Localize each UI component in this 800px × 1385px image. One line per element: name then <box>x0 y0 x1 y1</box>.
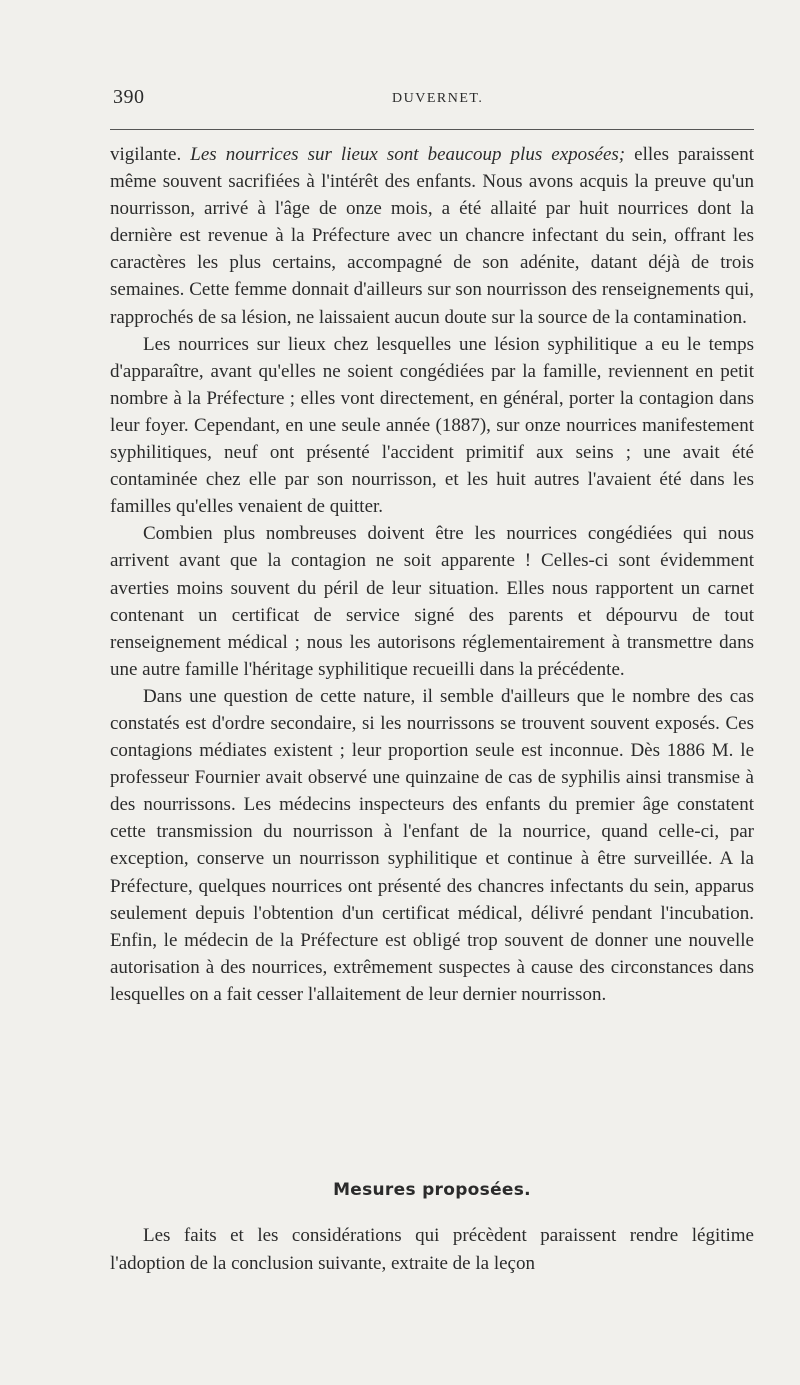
italic-phrase: Les nourrices sur lieux sont beaucoup plus exposées; <box>190 144 626 165</box>
paragraph: Les faits et les considérations qui précèdent paraissent rendre légitime l'adoption de la conclusion suivante, extraite de la leçon <box>110 1225 754 1274</box>
page-number: 390 <box>113 86 145 108</box>
section-text <box>110 1222 754 1277</box>
paragraph: Dans une question de cette nature, il semble d'ailleurs que le nombre des cas constatés est d'ordre secondaire, si les nourrissons se trouvent souvent exposés. Ces contagions médiates existent ; leur proportion seule est inconnue. Dès 1886 M. le professeur Fournier avait observé une quinzaine de cas de syphilis ainsi transmise à des nourrissons. Les médecins inspecteurs des enfants du premier âge constatent cette transmission du nourrisson à l'enfant de la nourrice, quand celle-ci, par exception, conserve un nourrisson syphilitique et continue à être surveillée. A la Préfecture, quelques nourrices ont présenté des chancres infectants du sein, apparus seulement depuis l'obtention d'un certificat médical, délivré pendant l'incubation. Enfin, le médecin de la Préfecture est obligé trop souvent de donner une nouvelle autorisation à des nourrices, extrêmement suspectes à cause des circonstances dans lesquelles on a fait cesser l'allaitement de leur dernier nourrisson. <box>110 685 754 1005</box>
running-head: DUVERNET. <box>392 91 484 106</box>
section-heading: Mesures proposées. <box>333 1180 531 1200</box>
paragraph: Combien plus nombreuses doivent être les nourrices congédiées qui nous arrivent avant que la contagion ne soit apparente ! Celles-ci sont évidemment averties moins souvent du péril de leur situation. Elles nous rapportent un carnet contenant un certificat de service signé des parents et dépourvu de tout renseignement médical ; nous les autorisons réglementairement à transmettre dans une autre famille l'héritage syphilitique recueilli dans la précédente. <box>110 523 754 680</box>
paragraph-start: vigilante. <box>110 144 182 165</box>
page-header <box>110 86 754 116</box>
paragraph <box>110 141 754 331</box>
header-rule <box>110 129 754 130</box>
main-text <box>110 141 754 1008</box>
paragraph-rest: elles paraissent même souvent sacrifiées à l'intérêt des enfants. Nous avons acquis la preuve qu'un nourrisson, arrivé à l'âge de onze mois, a été allaité par huit nourrices dont la dernière est revenue à la Préfecture avec un chancre infectant du sein, offrant les caractères les plus certains, accompagné de son adénite, datant déjà de trois semaines. Cette femme donnait d'ailleurs sur son nourrisson des renseignements qui, rapprochés de sa lésion, ne laissaient aucun doute sur la source de la contamination. <box>110 144 754 328</box>
paragraph: Les nourrices sur lieux chez lesquelles une lésion syphilitique a eu le temps d'apparaître, avant qu'elles ne soient congédiées par la famille, reviennent en petit nombre à la Préfecture ; elles vont directement, en général, porter la contagion dans leur foyer. Cependant, en une seule année (1887), sur onze nourrices manifestement syphilitiques, neuf ont présenté l'accident primitif aux seins ; une avait été contaminée chez elle par son nourrisson, et les huit autres l'avaient été dans les familles qu'elles venaient de quitter. <box>110 333 754 518</box>
